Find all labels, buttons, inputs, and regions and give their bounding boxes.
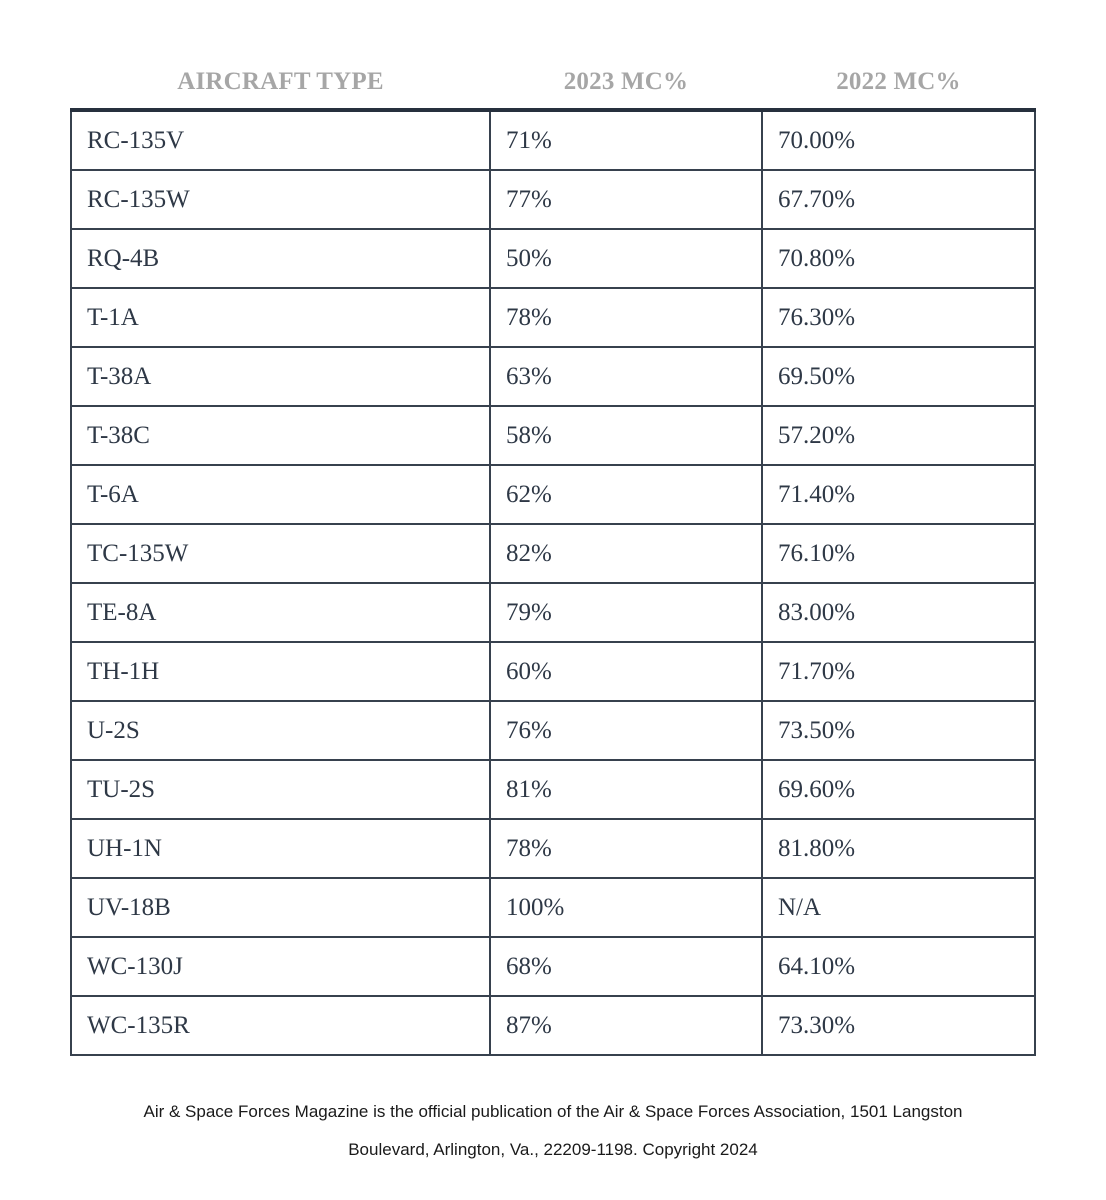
cell-aircraft-type: WC-130J <box>71 937 490 996</box>
cell-2022-mc: 71.40% <box>762 465 1035 524</box>
header-2022-mc: 2022 MC% <box>762 56 1035 110</box>
mc-rates-table <box>70 56 1036 1056</box>
cell-aircraft-type: TH-1H <box>71 642 490 701</box>
cell-aircraft-type: T-38A <box>71 347 490 406</box>
table-row <box>71 937 1035 996</box>
cell-2023-mc: 60% <box>490 642 762 701</box>
table-row <box>71 465 1035 524</box>
cell-aircraft-type: T-1A <box>71 288 490 347</box>
cell-2023-mc: 79% <box>490 583 762 642</box>
table-row <box>71 583 1035 642</box>
table-row <box>71 524 1035 583</box>
cell-2022-mc: 70.80% <box>762 229 1035 288</box>
cell-2023-mc: 78% <box>490 819 762 878</box>
cell-2023-mc: 63% <box>490 347 762 406</box>
cell-2023-mc: 100% <box>490 878 762 937</box>
header-2023-mc: 2023 MC% <box>490 56 762 110</box>
cell-2023-mc: 58% <box>490 406 762 465</box>
cell-aircraft-type: TC-135W <box>71 524 490 583</box>
table-row <box>71 288 1035 347</box>
cell-2022-mc: 71.70% <box>762 642 1035 701</box>
cell-aircraft-type: U-2S <box>71 701 490 760</box>
cell-aircraft-type: T-6A <box>71 465 490 524</box>
cell-2022-mc: 83.00% <box>762 583 1035 642</box>
table-row <box>71 229 1035 288</box>
footer-line-1: Air & Space Forces Magazine is the official publication of the Air & Space Forces Association, 1501 Langston <box>143 1102 963 1121</box>
cell-2022-mc: 73.50% <box>762 701 1035 760</box>
cell-aircraft-type: UH-1N <box>71 819 490 878</box>
table-row <box>71 347 1035 406</box>
cell-2022-mc: 64.10% <box>762 937 1035 996</box>
table-row <box>71 878 1035 937</box>
header-row <box>71 56 1035 110</box>
cell-2023-mc: 87% <box>490 996 762 1055</box>
table-row <box>71 406 1035 465</box>
cell-aircraft-type: RC-135V <box>71 110 490 170</box>
table-body <box>71 110 1035 1055</box>
cell-2023-mc: 78% <box>490 288 762 347</box>
cell-aircraft-type: TU-2S <box>71 760 490 819</box>
cell-2022-mc: 67.70% <box>762 170 1035 229</box>
cell-2023-mc: 50% <box>490 229 762 288</box>
footer-line-2: Boulevard, Arlington, Va., 22209-1198. Copyright 2024 <box>348 1140 758 1159</box>
table-row <box>71 819 1035 878</box>
footer <box>0 1093 1106 1169</box>
cell-2023-mc: 62% <box>490 465 762 524</box>
cell-2023-mc: 81% <box>490 760 762 819</box>
cell-2022-mc: 81.80% <box>762 819 1035 878</box>
cell-aircraft-type: WC-135R <box>71 996 490 1055</box>
table-row <box>71 110 1035 170</box>
cell-2022-mc: 76.30% <box>762 288 1035 347</box>
header-aircraft-type: AIRCRAFT TYPE <box>71 56 490 110</box>
cell-aircraft-type: UV-18B <box>71 878 490 937</box>
cell-2023-mc: 71% <box>490 110 762 170</box>
cell-2023-mc: 76% <box>490 701 762 760</box>
table-row <box>71 170 1035 229</box>
cell-2023-mc: 82% <box>490 524 762 583</box>
cell-aircraft-type: TE-8A <box>71 583 490 642</box>
cell-2022-mc: 76.10% <box>762 524 1035 583</box>
cell-2023-mc: 68% <box>490 937 762 996</box>
cell-2022-mc: 57.20% <box>762 406 1035 465</box>
table-row <box>71 996 1035 1055</box>
table-header <box>71 56 1035 110</box>
table-row <box>71 642 1035 701</box>
cell-2022-mc: 69.50% <box>762 347 1035 406</box>
cell-2022-mc: 73.30% <box>762 996 1035 1055</box>
cell-aircraft-type: RQ-4B <box>71 229 490 288</box>
table-row <box>71 760 1035 819</box>
cell-2022-mc: N/A <box>762 878 1035 937</box>
cell-2022-mc: 70.00% <box>762 110 1035 170</box>
cell-2022-mc: 69.60% <box>762 760 1035 819</box>
table-row <box>71 701 1035 760</box>
cell-2023-mc: 77% <box>490 170 762 229</box>
cell-aircraft-type: T-38C <box>71 406 490 465</box>
mc-rates-table-container <box>70 56 1034 1056</box>
cell-aircraft-type: RC-135W <box>71 170 490 229</box>
